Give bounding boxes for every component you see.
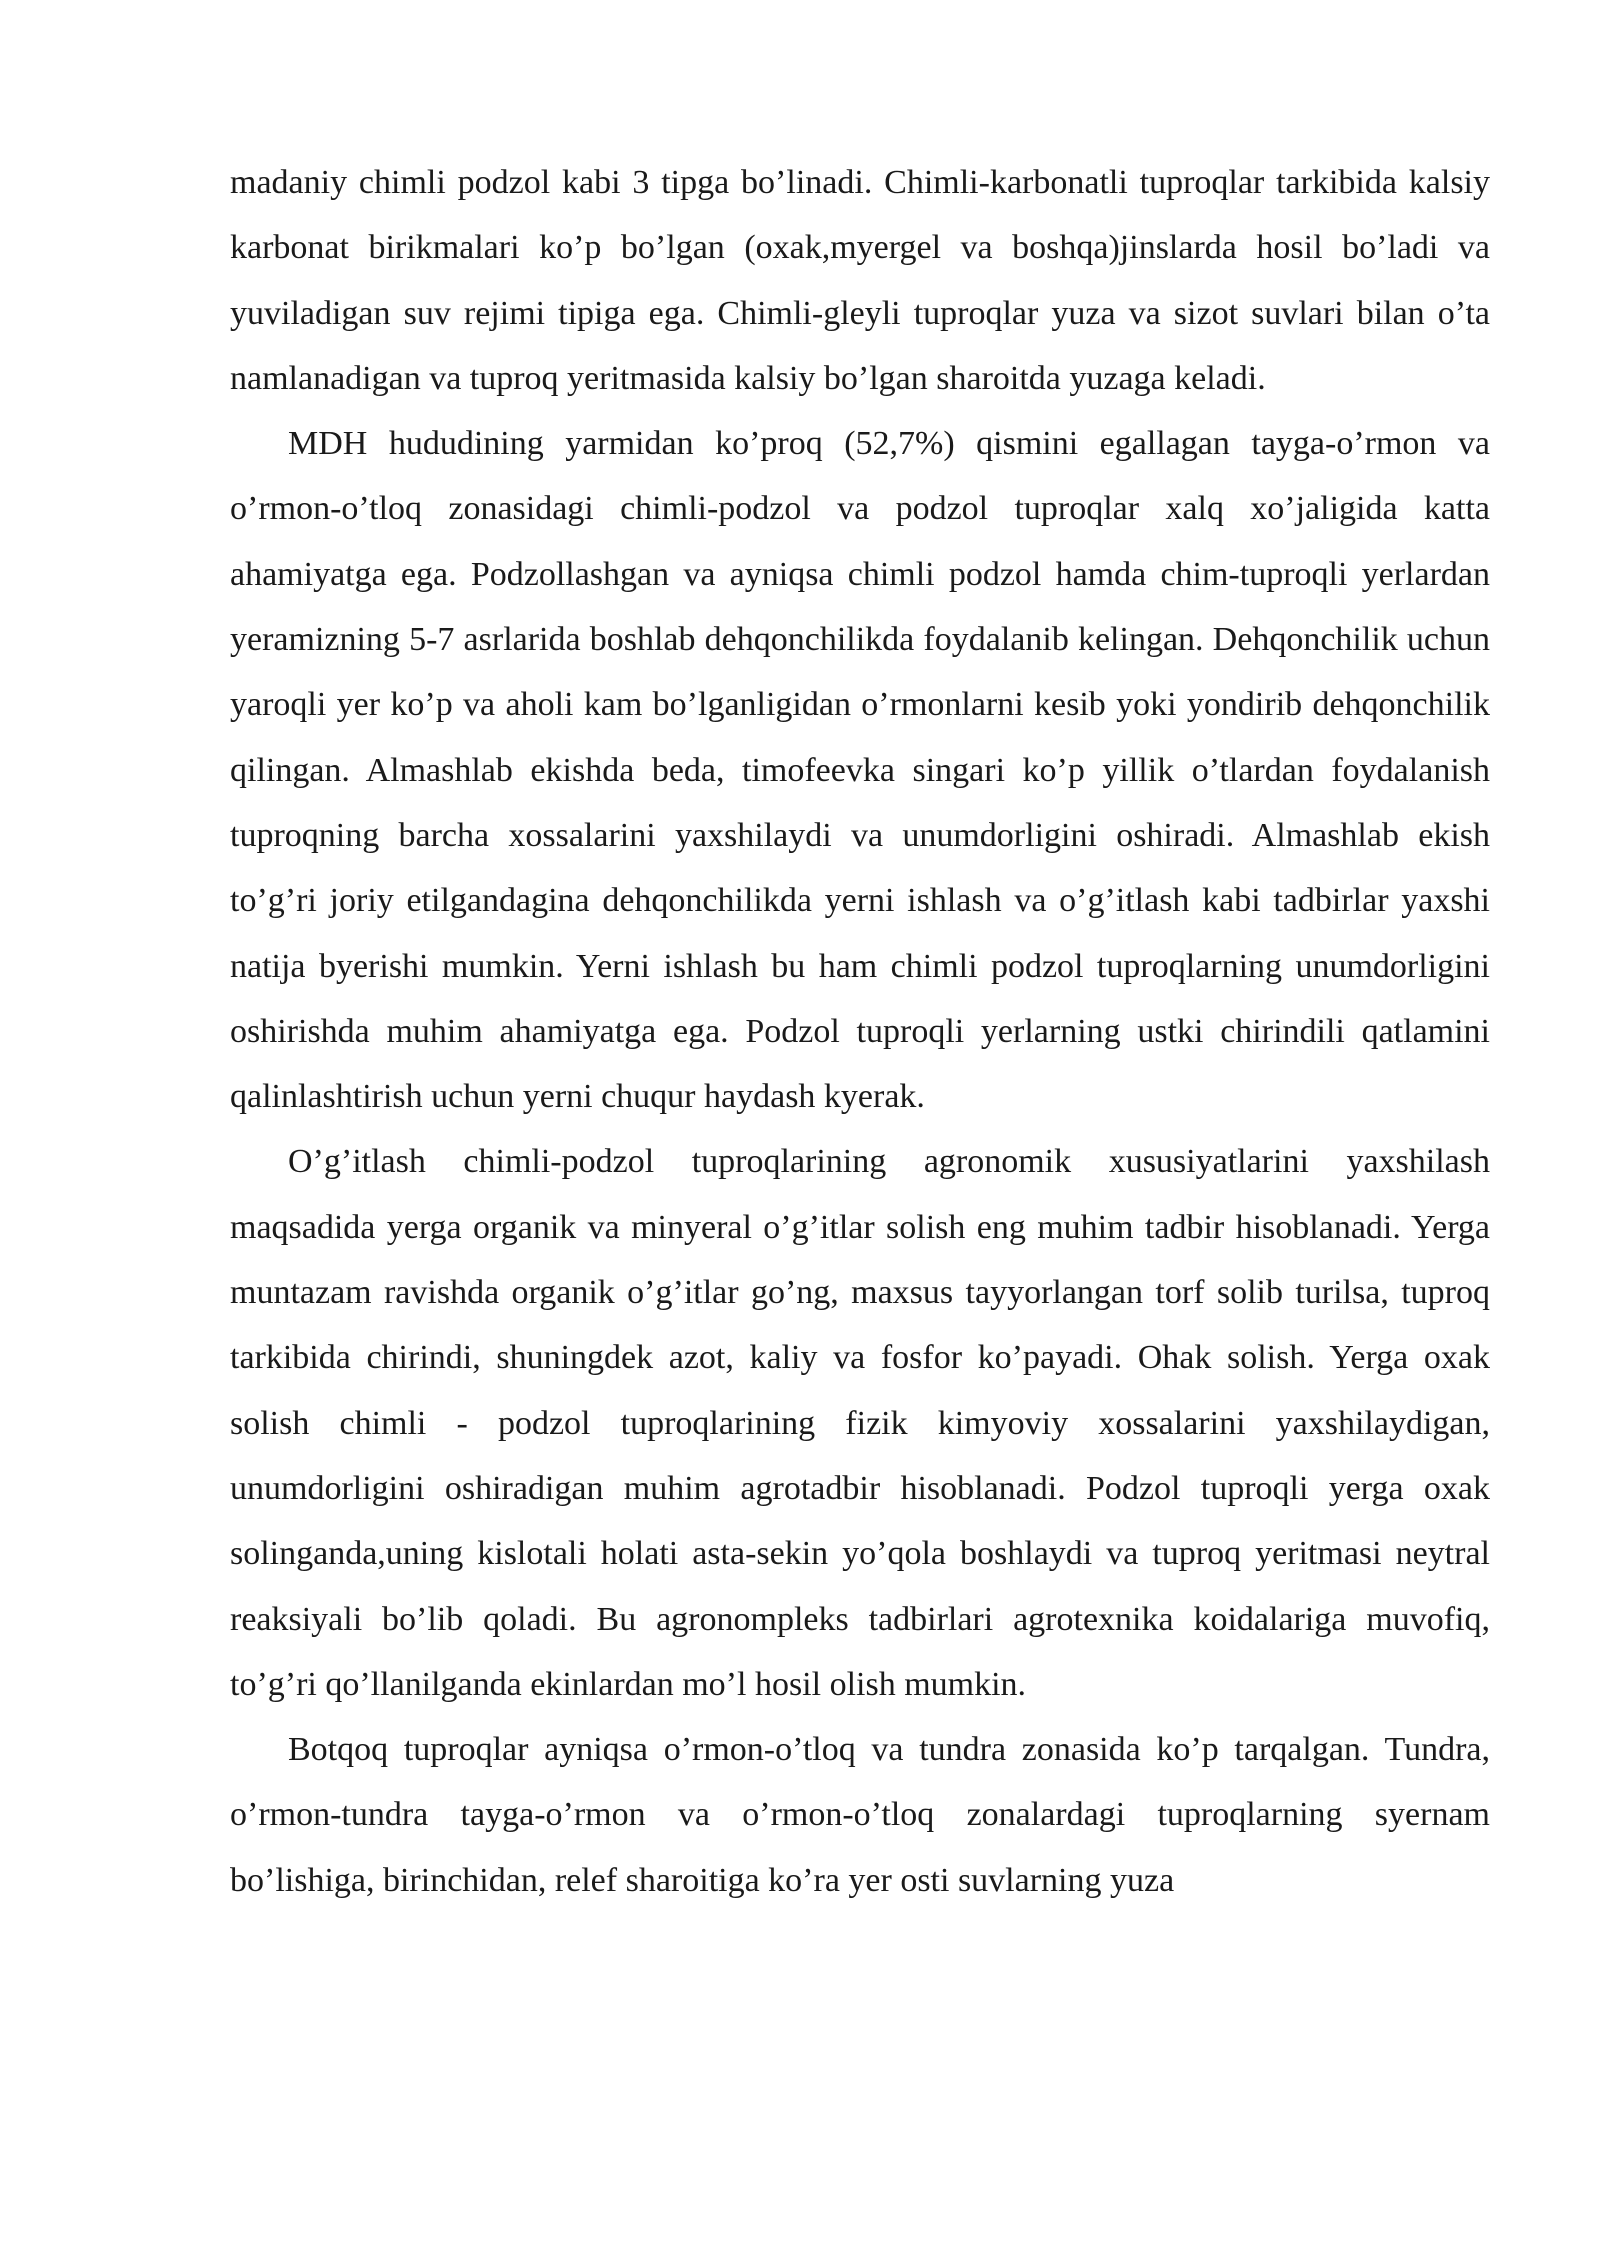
paragraph-bog-soils: Botqoq tuproqlar ayniqsa o’rmon-o’tloq va tundra zonasida ko’p tarqalgan. Tundra, o’rmon-tundra tayga-o’rmon va o’rmon-o’tloq zonalardagi tuproqlarning syernam bo’lishiga, birinchidan, relef sharoitiga ko’ra yer osti suvlarning yuza bbox=[230, 1731, 1490, 1899]
paragraph-fertilizing: O’g’itlash chimli-podzol tuproqlarining agronomik xususiyatlarini yaxshilash maqsadida yerga organik va minyeral o’g’itlar solish eng muhim tadbir hisoblanadi. Yerga muntazam ravishda organik o’g’itlar go’ng, maxsus tayyorlangan torf solib turilsa, tuproq tarkibida chirindi, shuningdek azot, kaliy va fosfor ko’payadi. Ohak solish. Yerga oxak solish chimli - podzol tuproqlarining fizik kimyoviy xossalarini yaxshilaydigan, unumdorligini oshiradigan muhim agrotadbir hisoblanadi. Podzol tuproqli yerga oxak solinganda,uning kislotali holati asta-sekin yo’qola boshlaydi va tuproq yeritmasi neytral reaksiyali bo’lib qoladi. Bu agronompleks tadbirlari agrotexnika koidalariga muvofiq, to’g’ri qo’llanilganda ekinlardan mo’l hosil olish mumkin. bbox=[230, 1143, 1490, 1703]
paragraph-mdh-podzol-soils: MDH hududining yarmidan ko’proq (52,7%) qismini egallagan tayga-o’rmon va o’rmon-o’tloq zonasidagi chimli-podzol va podzol tuproqlar xalq xo’jaligida katta ahamiyatga ega. Podzollashgan va ayniqsa chimli podzol hamda chim-tuproqli yerlardan yeramizning 5-7 asrlarida boshlab dehqonchilikda foydalanib kelingan. Dehqonchilik uchun yaroqli yer ko’p va aholi kam bo’lganligidan o’rmonlarni kesib yoki yondirib dehqonchilik qilingan. Almashlab ekishda beda, timofeevka singari ko’p yillik o’tlardan foydalanish tuproqning barcha xossalarini yaxshilaydi va unumdorligini oshiradi. Almashlab ekish to’g’ri joriy etilgandagina dehqonchilikda yerni ishlash va o’g’itlash kabi tadbirlar yaxshi natija byerishi mumkin. Yerni ishlash bu ham chimli podzol tuproqlarning unumdorligini oshirishda muhim ahamiyatga ega. Podzol tuproqli yerlarning ustki chirindili qatlamini qalinlashtirish uchun yerni chuqur haydash kyerak. bbox=[230, 425, 1490, 1116]
document-page bbox=[230, 150, 1490, 1913]
paragraph-continuation: madaniy chimli podzol kabi 3 tipga bo’linadi. Chimli-karbonatli tuproqlar tarkibida kalsiy karbonat birikmalari ko’p bo’lgan (oxak,myergel va boshqa)jinslarda hosil bo’ladi va yuviladigan suv rejimi tipiga ega. Chimli-gleyli tuproqlar yuza va sizot suvlari bilan o’ta namlanadigan va tuproq yeritmasida kalsiy bo’lgan sharoitda yuzaga keladi. bbox=[230, 164, 1490, 397]
